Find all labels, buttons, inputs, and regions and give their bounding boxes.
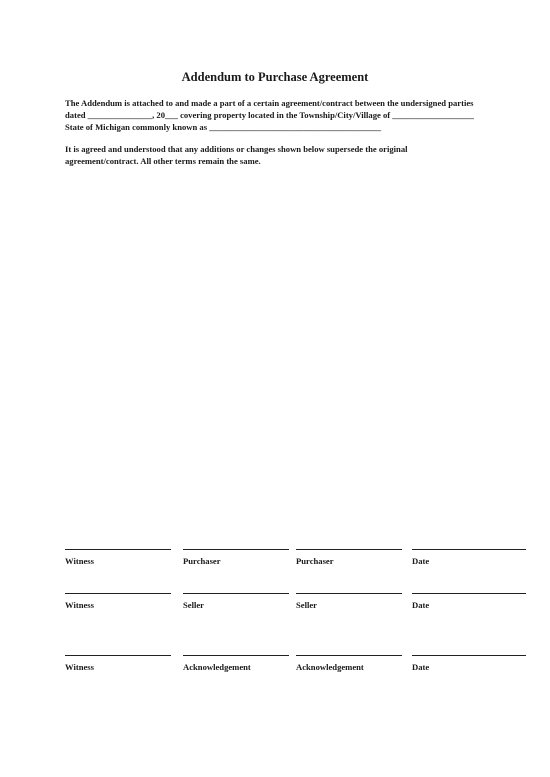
signature-line bbox=[296, 549, 402, 550]
signature-row-seller bbox=[0, 593, 550, 615]
signature-line bbox=[412, 593, 526, 594]
signature-line bbox=[412, 655, 526, 656]
signature-line bbox=[296, 593, 402, 594]
terms-paragraph bbox=[65, 143, 520, 167]
signature-row-acknowledgement bbox=[0, 655, 550, 677]
terms-line: agreement/contract. All other terms remain the same. bbox=[65, 156, 261, 166]
signature-label: Date bbox=[412, 662, 430, 672]
signature-line bbox=[65, 549, 171, 550]
signature-line bbox=[412, 549, 526, 550]
signature-label: Acknowledgement bbox=[183, 662, 251, 672]
signature-label: Purchaser bbox=[296, 556, 334, 566]
signature-line bbox=[296, 655, 402, 656]
intro-line: The Addendum is attached to and made a part of a certain agreement/contract between the undersigned parties bbox=[65, 98, 474, 108]
signature-label: Date bbox=[412, 600, 430, 610]
signature-label: Date bbox=[412, 556, 430, 566]
terms-line: It is agreed and understood that any additions or changes shown below supersede the original bbox=[65, 144, 408, 154]
signature-label: Seller bbox=[183, 600, 204, 610]
signature-label: Seller bbox=[296, 600, 317, 610]
signature-line bbox=[65, 655, 171, 656]
signature-line bbox=[183, 593, 289, 594]
signature-line bbox=[65, 593, 171, 594]
signature-line bbox=[183, 655, 289, 656]
signature-label: Acknowledgement bbox=[296, 662, 364, 672]
intro-line-state: State of Michigan commonly known as ________________________________________ bbox=[65, 122, 382, 132]
intro-line-dated: dated _______________, 20___ covering property located in the Township/City/Village of ___________________ bbox=[65, 110, 474, 120]
signature-label: Witness bbox=[65, 600, 94, 610]
document-title: Addendum to Purchase Agreement bbox=[181, 70, 369, 84]
signature-row-purchaser bbox=[0, 549, 550, 571]
signature-line bbox=[183, 549, 289, 550]
intro-paragraph bbox=[65, 97, 520, 133]
signature-label: Witness bbox=[65, 662, 94, 672]
signature-label: Purchaser bbox=[183, 556, 221, 566]
signature-label: Witness bbox=[65, 556, 94, 566]
